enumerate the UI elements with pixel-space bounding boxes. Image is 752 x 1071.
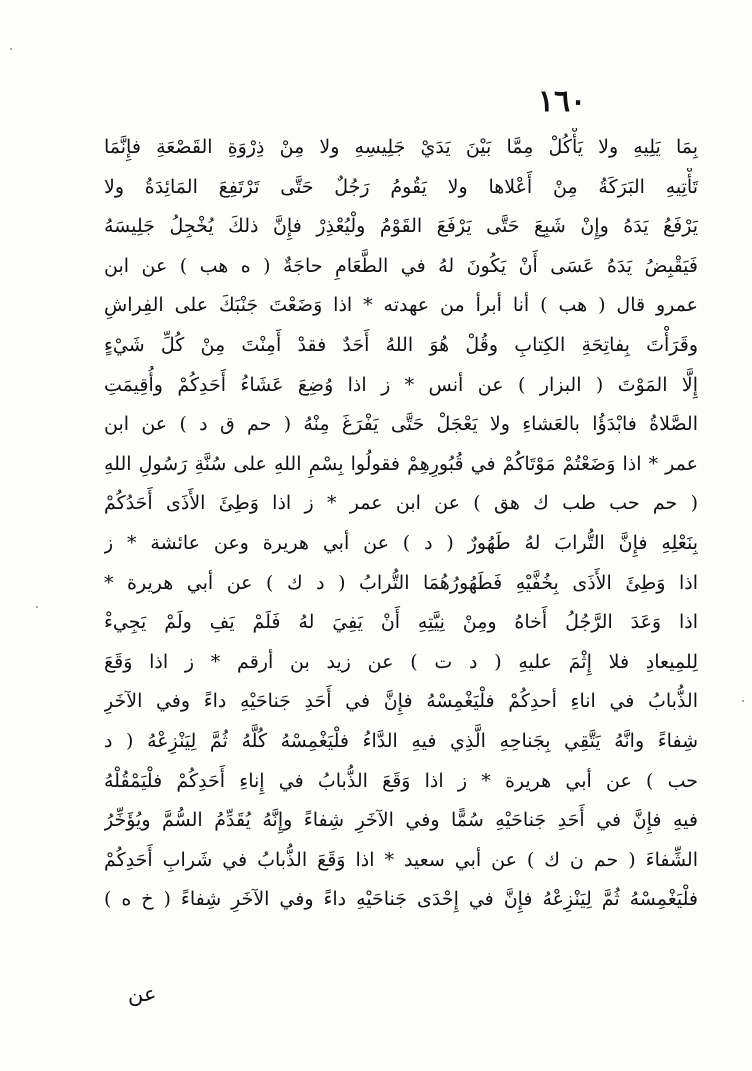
text-line: إِلَّا المَوْتَ ( البزار ) عن أنس * ز اذا وُضِعَ عَشَاءُ أَحَدِكُمْ وأُقِيمَتِ bbox=[104, 373, 698, 396]
text-line: الذُّبابُ في اناءِ أحدِكُمْ فلْيَغْمِسْهُ فإِنَّ في أَحَدِ جَناحَيْهِ داءً وفي الآخَرِ bbox=[104, 690, 698, 713]
text-line: لِلمِيعادِ فلا إِثْمَ عليهِ ( د ت ) عن زيد بن أرقم * ز اذا وَقَعَ bbox=[104, 650, 698, 673]
scan-speck bbox=[742, 700, 744, 702]
text-line: بِنَعْلِهِ فإِنَّ التُّرابَ لهُ طَهُورٌ ( د ) عن أبي هريرة وعن عائشة * ز bbox=[104, 531, 698, 554]
text-line: الشِّفاءَ ( حم ن ك ) عن أبي سعيد * اذا وَقَعَ الذُّبابُ في شَرابِ أَحَدِكُمْ bbox=[104, 848, 698, 871]
scan-speck bbox=[36, 606, 38, 608]
text-line: ( حم حب طب ك هق ) عن ابن عمر * ز اذا وَطِئَ الأَذَى أَحَدُكُمْ bbox=[104, 492, 698, 515]
text-line: فَيَقْبِضُ يَدَهُ عَسَى أَنْ يَكُونَ لهُ في الطَّعَامِ حاجَةٌ ( ه هب ) عن ابن bbox=[104, 254, 698, 277]
text-line: تَأْتِيهِ البَرَكَةُ مِنْ أَعْلاها ولا يَقُومُ رَجُلٌ حَتَّى تَرْتَفِعَ المَائِدَةُ ولا bbox=[104, 175, 698, 198]
text-line: عمر * اذا وَضَعْتُمْ مَوْتَاكُمْ في قُبُورِهِمْ فقولُوا بِسْمِ اللهِ على سُنَّةِ رَسُولِ اللهِ bbox=[104, 452, 698, 475]
text-line: شِفاءً وانَّهُ يَتَّقِي بِجَناحِهِ الَّذِي فيهِ الدَّاءُ فلْيَغْمِسْهُ كُلَّهُ ثُمَّ لِيَنْزِعْهُ ( د bbox=[104, 729, 698, 752]
text-line: وقَرَأْتَ بِفاتِحَةِ الكِتابِ وقُلْ هُوَ اللهُ أَحَدٌ فقدْ أَمِنْتَ مِنْ كُلِّ شَيْءٍ bbox=[104, 333, 698, 356]
text-line: الصَّلاةُ فابْدَؤُا بالعَشاءِ ولا يَعْجَلْ حَتَّى يَفْرَغَ مِنْهُ ( حم ق د ) عن ابن bbox=[104, 413, 698, 436]
scan-speck bbox=[10, 48, 12, 50]
body-text bbox=[104, 128, 698, 920]
text-line: اذا وَطِئَ الأَذَى بِخُفَّيْهِ فَطَهُورُهُمَا التُّرابُ ( د ك ) عن أبي هريرة * bbox=[104, 571, 698, 594]
text-line: فلْيَغْمِسْهُ ثُمَّ لِيَنْزِعْهُ فإِنَّ في إِحْدَى جَناحَيْهِ داءً وفي الآخَرِ شِفاءً ( خ ه ) bbox=[104, 888, 698, 911]
text-line: فيهِ فإِنَّ في أَحَدِ جَناحَيْهِ سُمًّا وفي الآخَرِ شِفاءً وإِنَّهُ يُقَدِّمُ السُّمَّ ويُؤَخِّرُ bbox=[104, 809, 698, 832]
text-line: اذا وَعَدَ الرَّجُلُ أَخاهُ ومِنْ نِيَّتِهِ أَنْ يَفِيَ لهُ فَلَمْ يَفِ ولَمْ يَجِيءْ bbox=[104, 611, 698, 634]
text-line: يَرْفَعُ يَدَهُ وإِنْ شَبِعَ حَتَّى يَرْفَعَ القَوْمُ ولْيُعْذِرْ فإِنَّ ذلكَ يُخْجِلُ جَلِيسَهُ bbox=[104, 215, 698, 238]
text-line: بِمَا يَلِيهِ ولا يَأْكُلْ مِمَّا بَيْنَ يَدَيْ جَلِيسِهِ ولا مِنْ ذِرْوَةِ القَصْعَةِ فإِنَّمَا bbox=[104, 136, 698, 158]
catchword: عن bbox=[128, 982, 157, 1006]
text-line: عمرو قال ( هب ) أنا أبرأ من عهدته * اذا وَضَعْتَ جَنْبَكَ على الفِراشِ bbox=[104, 294, 698, 317]
page-number: ١٦٠ bbox=[537, 84, 587, 119]
text-line: حب ) عن أبي هريرة * ز اذا وَقَعَ الذُّبابُ في إِناءِ أَحَدِكُمْ فلْيَمْقُلْهُ bbox=[104, 769, 698, 792]
